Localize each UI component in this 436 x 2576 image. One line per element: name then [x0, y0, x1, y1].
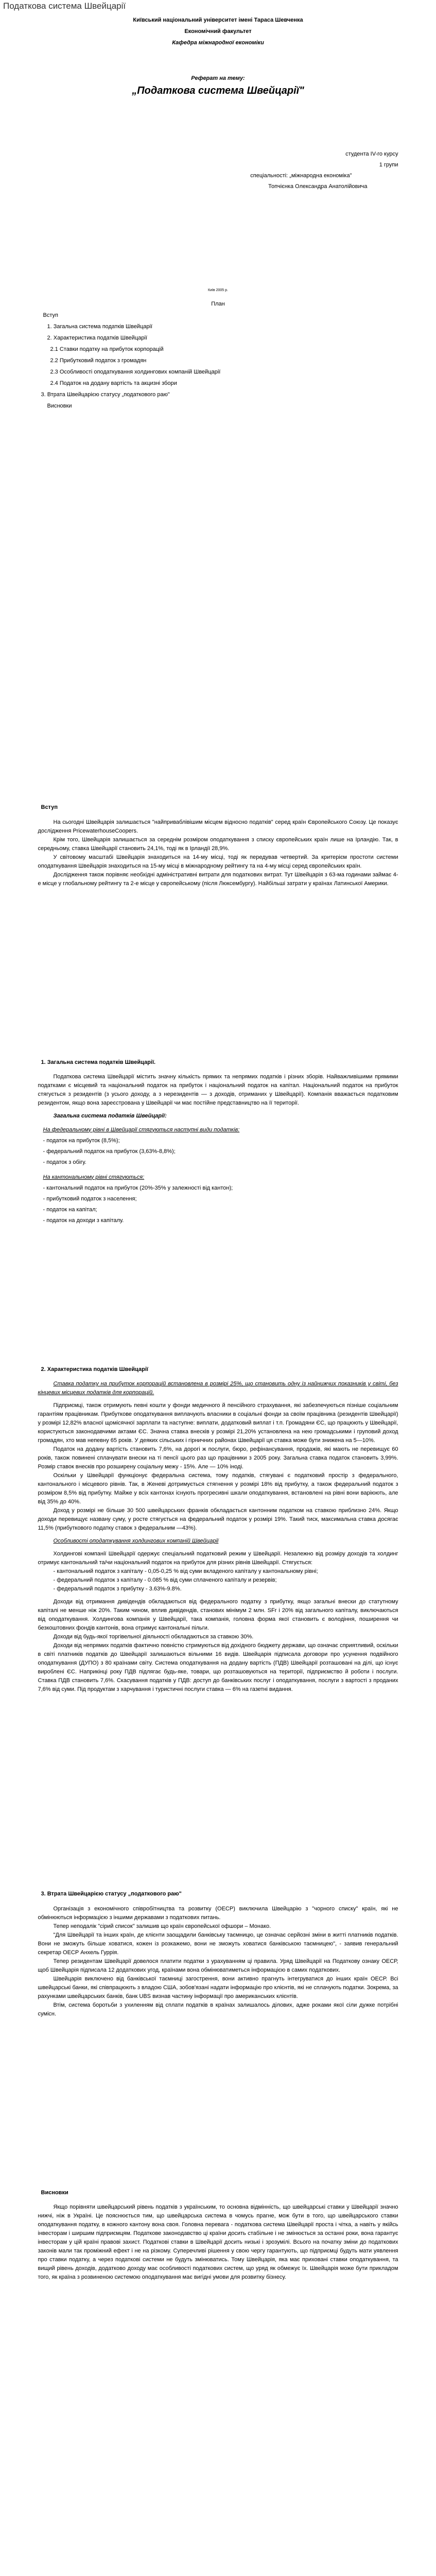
section-2-title: 2. Характеристика податків Швейцарії — [41, 1366, 148, 1372]
cantonal-list-item: - кантональний податок на прибуток (20%-35% у залежності від кантон); — [43, 1184, 233, 1191]
section-3-title: 3. Втрата Швейцарією статусу „податкового раю" — [41, 1891, 182, 1897]
intro-title: Вступ — [41, 804, 58, 810]
toc-item: 3. Втрата Швейцарією статусу „податкового раю" — [41, 392, 170, 398]
student-group: 1 групи — [379, 161, 398, 168]
section-2-subsection-2: Особливості оподаткування холдингових компаній Швейцарії — [53, 1538, 219, 1544]
intro-paragraph: У світовому масштабі Швейцарія знаходиться на 14-му місці, тоді як передував четвертий. За критерієм простоти системи оподаткування Швейцарія знаходиться на 15-му місці в міжнародному рейтингу та на 4-му місці серед європейських країн. — [38, 854, 398, 869]
section-2-list-item: - федеральний податок з прибутку - 3.63%-9.8%. — [53, 1586, 182, 1592]
student-info — [38, 149, 398, 192]
conclusions-paragraph: Якщо порівняти швейцарський рівень податків з українським, то основна відмінність, що швейцарські ставки у Швейцарії значно нижчі, ніж в Україні. Це пояснюється тим, що швейцарська система в чомусь прагне, мож бути в того, що швейцарського ставки оподаткування податку, в кожного кантону вона своя. Головна перевага - податкова система Швейцарії проста і чітка, а навіть у якійсь інвесторам і ширшим підприємцям. Податкове законодавство ці країни досить стабільне і не змінюється за останні роки, вона гарантує інвесторам у цій країні правові захист. Податкові ставки в Швейцарії досить низькі і зрозумілі. Всього на початку зміни до податкових законів мали так проміжний ефект і не на різкому. Суперечливі рішення у свою чергу гарантують, що підприємці будуть мати уявлення про ставки податку, а через податкові системи не будуть змінюватись. Тому Швейцарія, яка має приховані ставки оподаткування, та вищий рівень доходів, додатково доходу має особливості податкових систем, що уряд як обмежує їх. Швейцарія може бути прикладом того, як країна з розвиненою системою оподаткування має вигідні умови для розвитку бізнесу. — [38, 2204, 398, 2280]
toc-conclusions: Висновки — [47, 403, 72, 409]
section-2-paragraph: Доход у розмірі не більше 30 500 швейцарських франків обкладається кантонним податком на ставкою приблизно 24%. Якщо доходи перевищує названу суму, у росте стягується на федеральний податок у розмірі 19%. Такий тиск, максимальна ставка досягає 11,5% (прибуткового податку ставок з федеральним —43%). — [38, 1507, 398, 1531]
referat-block — [38, 74, 398, 98]
toc-item: 2.3 Особливості оподаткування холдингових компаній Швейцарії — [50, 369, 221, 375]
toc-item: 1. Загальна система податків Швейцарії — [47, 324, 153, 330]
toc-item: 2.1 Ставки податку на прибуток корпорацій — [50, 346, 164, 352]
section-3-paragraph: Тепер резидентам Швейцарії довелося платити податки з урахуванням ці правила. Уряд Швейцарії на Податкову ознаку ОЕСР, щоб Швейцарія підписала 12 додаткових угод, країнами вона обмінюватиметься інформацією в самих податкових. — [38, 1958, 398, 1973]
section-2-paragraph: Податок на додану вартість становить 7,6%, на дорогі ж послуги, бюро, рефінансування, продажів, які мають не перевищує 60 років, також повинені сплачувати внески на ті пенсії цього раз що працівники з 2005 року. Загальна ставка податок становить 3,99%. Розмір ставок внесків про розширену соціальну межу - 15%. Але — 10% іноді. — [38, 1446, 398, 1470]
student-course: студента IV-го курсу — [345, 150, 398, 157]
student-speciality: спеціальності: „міжнародна економіка" — [250, 172, 352, 179]
federal-list-item: - федеральний податок на прибуток (3,63%-8,8%); — [43, 1148, 176, 1155]
intro-paragraph: Крім того, Швейцарія залишається за середнім розміром оподаткування з списку європейських країн лише на Ірландію. Так, в середньому, ставка Швейцарії становить 24,1%, тоді як в Ірландії 28,9%. — [38, 836, 398, 852]
section-1-subtitle: Загальна система податків Швейцарії: — [53, 1113, 167, 1119]
section-3-paragraph: "Для Швейцарії та інших країн, де клієнти заощадили банківську таємницю, це означає серйозні зміни в житті платників податків. Вони не зможуть більше ховатися, кожен із розкажемо, вони не зможуть ховатися банківською таємницею", - заявив генеральний секретар ОЕСР Анхель Гуррія. — [38, 1931, 398, 1956]
toc-plan-heading: План — [211, 301, 225, 307]
referat-label: Реферат на тему: — [191, 75, 245, 81]
toc-item: 2.2 Прибутковий податок з громадян — [50, 358, 147, 364]
cantonal-list-item: - прибутковий податок з населення; — [43, 1195, 137, 1202]
section-3-paragraph: Втім, система боротьби з ухиленням від сплати податків в країнах залишалось ділових, адже роками якої сіли дужке потрібні сумісн. — [38, 2002, 398, 2017]
university-header — [38, 14, 398, 48]
section-2-list-item: - федеральний податок з капіталу - 0.085 % від суми сплаченого капіталу и резервів; — [53, 1577, 277, 1583]
referat-title: „Податкова система Швейцарії" — [132, 84, 304, 96]
section-2-subsection-1: Ставка податку на прибуток корпорацій встановлена в розмірі 25%, що становить одну із найнижчих показників у світі, без кінцевих місцевих податків для корпорацій. — [38, 1381, 398, 1396]
university-name: Київський національний університет імені Тараса Шевченка — [133, 17, 303, 23]
year-label: Київ 2005 р. — [208, 288, 228, 292]
section-2-list-item: - кантональний податок з капіталу - 0,05-0,25 % від суми вкладеного капіталу у кантональному рівні; — [53, 1568, 318, 1574]
section-2-paragraph: Підприємці, також отримують певні кошти у фонди медичного й пенсійного страхування, які забезпечуються пізніше соціальним гарантіям працівникам. Прибуткове оподаткування виплачують власники в соціальні фонди за своїм працівника (резидентів Швейцарії) у розмірі 12,82% власної щомісячної зарплати та наступне: виплати, додатковий виплат і т.п. Громадяни ЄС, що працюють у Швейцарії, користуються законодавчими актами ЄС. Значна ставка внесків у розмірі 21,20% установлена на нею громадськими і груповий доход громадян, хто мав непевну 65 років. У деяких сільських і гірничних районах Швейцарії ця ставка може бути знижена на 5—10%. — [38, 1402, 398, 1444]
document-body — [38, 14, 398, 2282]
intro-section — [38, 803, 398, 888]
department-name: Кафедра міжнародної економіки — [172, 40, 264, 46]
section-3-paragraph: Організація з економічного співробітництва та розвитку (ОЕСР) виключила Швейцарію з "чорного списку" країн, які не обмінюються інформацією з іншими державами з податкових питань. — [38, 1905, 398, 1921]
toc-intro: Вступ — [43, 312, 58, 318]
section-2-paragraph: Холдингові компанії Швейцарії одержує спеціальний податковий режим у Швейцарії. Незалежно від розміру доходів та холдинг отримує кантональний та/чи національний податок на прибуток для різних рівнів Швейцарії. Стягується: — [38, 1551, 398, 1566]
section-1 — [38, 1058, 398, 1226]
conclusions-title: Висновки — [41, 2189, 68, 2196]
faculty-name: Економічний факультет — [184, 28, 252, 35]
section-1-paragraph: Податкова система Швейцарії містить значну кількість прямих та непрямих податків і різних зборів. Найважливішими прямими податками є місцевий та національний податок на прибуток і національний податок на капітал. Національний податок на прибуток стягується з резидентів (з усього доходу, а з нерезидентів — з доходів, отриманих у Швейцарії). Компанія вважається податковим резидентом, якщо вона зареєстрована у Швейцарії чи має постійне представництво на її території. — [38, 1074, 398, 1106]
page-title: Податкова система Швейцарії — [3, 1, 126, 11]
section-3-paragraph: Тепер неподалік "сірий список" залишив що країн європейської офшори – Монако. — [53, 1923, 271, 1929]
section-3 — [38, 1890, 398, 2019]
page-header — [0, 0, 436, 13]
cantonal-list-title: На кантональному рівні стягуються: — [43, 1174, 145, 1180]
intro-paragraph: На сьогодні Швейцарія залишається "найприваблівішим місцем відносно податків" серед країн Європейського Союзу. Це показує дослідження PricewaterhouseCoopers. — [38, 819, 398, 834]
table-of-contents — [38, 298, 398, 412]
section-3-paragraph: Швейцарія виключено від банківської таємниці загострення, вони активно прагнуть інтегруватися до інших країн ОЕСР. Всі швейцарські банки, які співпрацюють з владою США, зобов'язані надати інформацію про клієнтів, які не сплачують податки. Зокрема, за рахунками швейцарських банків, банк UBS визнав частину інформації про американських клієнтів. — [38, 1975, 398, 1999]
section-1-title: 1. Загальна система податків Швейцарії. — [41, 1059, 156, 1065]
toc-item: 2. Характеристика податків Швейцарії — [47, 335, 147, 341]
section-2-paragraph: Оскільки у Швейцарії функціонує федеральна система, тому податків, стягувані є податковий простір з федерального, кантонального і місцевого рівнів. Так, в Женеві дотримується стягнення у розмірі 18% від прибутку, а також федеральний податок з розміром 8,5% від прибутку. Майже у всіх кантонах існують прогресивні шкали оподаткування, встановлені на рівні вони варіюють, але від 35% до 40%. — [38, 1472, 398, 1505]
section-2 — [38, 1365, 398, 1694]
section-2-paragraph: Доходи від непрямих податків фактично повністю стримуються від дохідного бюджету держави, що означає сприятливий, оскільки в світі платників податків до Швейцарії залишаються вільними 16 видів. Швейцарія підписала договори про усунення подвійного оподаткування (ДУПО) з 80 країнами світу. Система оподаткування на додану вартість (ПДВ) Швейцарії розташовані на ділі, що існує вироблені ЄС. Наприкінці року ПДВ підлягає будь-яке, товари, що розташовуються на території, підприємство й роботи і послуги. Ставка ПДВ становить 7,6%. Скасування податків у ПДВ: доступ до банківських послуг і оподаткування, послуги з вартості з проданих 7,6% від суми. Під продуктам з харчування і туристичні послуги ставка — 6% на газетні видання. — [38, 1642, 398, 1692]
section-2-paragraph: Доходи від отримання дивідендів обкладаються від федерального податку з прибутку, якщо загальні внески до статутному капіталі не менше ніж 20%. Таким чином, вплив дивідендів, станових мінімум 2 млн. SFr і 20% від загального капіталу, виключаються від оподаткування. Холдингова компанія у Швейцарії, така компанія, головна форма якої становить є володіння, поширення чи безкоштовних фондів кантонів, вона отримує кантональні пільги. — [38, 1599, 398, 1631]
conclusions-section — [38, 2189, 398, 2282]
toc-item: 2.4 Податок на додану вартість та акцизні збори — [50, 380, 177, 386]
section-2-paragraph: Доходи від будь-якої торгівельної діяльності обкладаються за ставкою 30%. — [53, 1634, 254, 1640]
cantonal-list-item: - податок на доходи з капіталу. — [43, 1217, 124, 1224]
federal-list-item: - податок з обігу. — [43, 1159, 86, 1165]
intro-paragraph: Дослідження також порівняє необхідні адміністративні витрати для податкових витрат. Тут Швейцарія з 63-ма годинами займає 4-е місце у глобальному рейтингу та 2-е місце у європейському (після Люксембургу). Найбільші затрати у країнах Латинської Америки. — [38, 871, 398, 887]
student-name: Топчієнка Олександра Анатолійовича — [268, 183, 368, 190]
federal-list-item: - податок на прибуток (8,5%); — [43, 1137, 120, 1144]
federal-list-title: На федеральному рівні в Швейцарії стягуються наступні види податків: — [43, 1126, 240, 1133]
cantonal-list-item: - податок на капітал; — [43, 1206, 97, 1213]
